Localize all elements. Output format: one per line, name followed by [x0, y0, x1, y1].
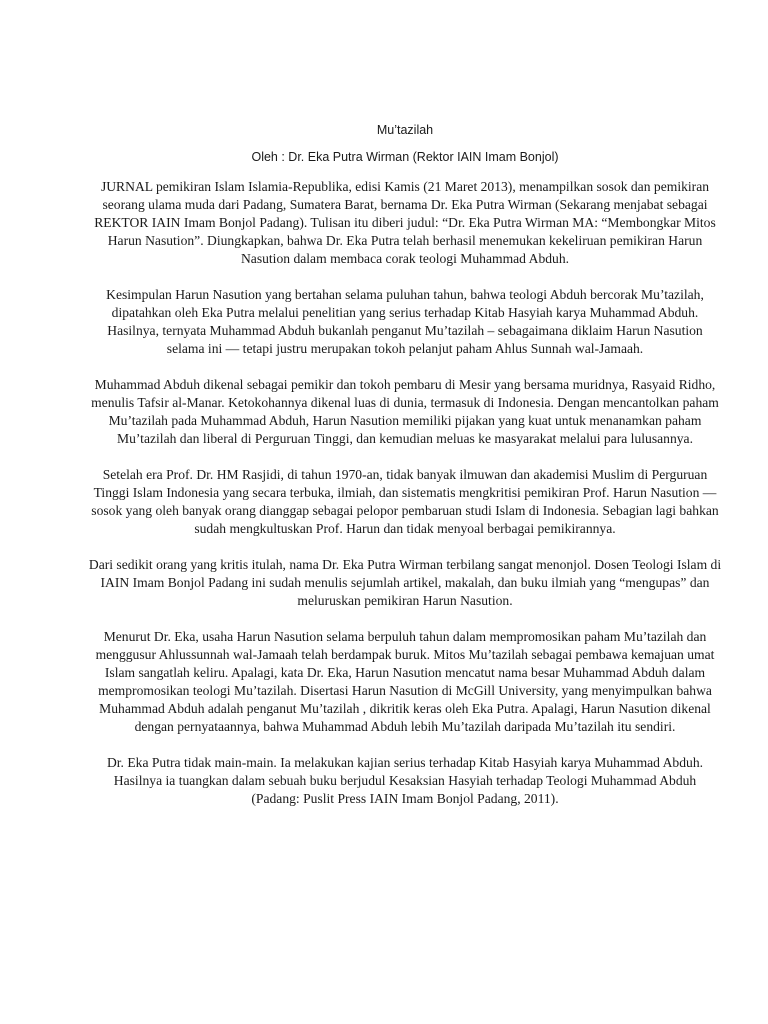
document-title: Mu’tazilah	[376, 123, 434, 137]
document-byline: Oleh : Dr. Eka Putra Wirman (Rektor IAIN Imam Bonjol)	[251, 150, 559, 164]
paragraph-2: Kesimpulan Harun Nasution yang bertahan selama puluhan tahun, bahwa teologi Abduh bercorak Mu’tazilah, dipatahkan oleh Eka Putra melalui penelitian yang serius terhadap Kitab Hasyiah karya Muhammad Abduh. Hasilnya, ternyata Muhammad Abduh bukanlah penganut Mu’tazilah – sebagaimana diklaim Harun Nasution selama ini — tetapi justru merupakan tokoh pelanjut paham Ahlus Sunnah wal-Jamaah.	[106, 287, 704, 356]
document-page	[88, 122, 722, 826]
paragraph-5: Dari sedikit orang yang kritis itulah, nama Dr. Eka Putra Wirman terbilang sangat menonjol. Dosen Teologi Islam di IAIN Imam Bonjol Padang ini sudah menulis sejumlah artikel, makalah, dan buku ilmiah yang “mengupas” dan meluruskan pemikiran Harun Nasution.	[88, 557, 722, 608]
paragraph-4: Setelah era Prof. Dr. HM Rasjidi, di tahun 1970-an, tidak banyak ilmuwan dan akademisi Muslim di Perguruan Tinggi Islam Indonesia yang secara terbuka, ilmiah, dan sistematis mengkritisi pemikiran Prof. Harun Nasution — sosok yang oleh banyak orang dianggap sebagai pelopor pembaruan studi Islam di Indonesia. Sebagian lagi bahkan sudah mengkultuskan Prof. Harun dan tidak menyoal berbagai pemikirannya.	[91, 467, 719, 536]
paragraph-6: Menurut Dr. Eka, usaha Harun Nasution selama berpuluh tahun dalam mempromosikan paham Mu’tazilah dan menggusur Ahlussunnah wal-Jamaah telah berdampak buruk. Mitos Mu’tazilah sebagai pembawa kemajuan umat Islam sangatlah keliru. Apalagi, kata Dr. Eka, Harun Nasution mencatut nama besar Muhammad Abduh dalam mempromosikan teologi Mu’tazilah. Disertasi Harun Nasution di McGill University, yang menyimpulkan bahwa Muhammad Abduh adalah penganut Mu’tazilah , dikritik keras oleh Eka Putra. Apalagi, Harun Nasution dikenal dengan pernyataannya, bahwa Muhammad Abduh lebih Mu’tazilah daripada Mu’tazilah itu sendiri.	[95, 629, 715, 734]
paragraph-1: JURNAL pemikiran Islam Islamia-Republika, edisi Kamis (21 Maret 2013), menampilkan sosok dan pemikiran seorang ulama muda dari Padang, Sumatera Barat, bernama Dr. Eka Putra Wirman (Sekarang menjabat sebagai REKTOR IAIN Imam Bonjol Padang). Tulisan itu diberi judul: “Dr. Eka Putra Wirman MA: “Membongkar Mitos Harun Nasution”. Diungkapkan, bahwa Dr. Eka Putra telah berhasil menemukan kekeliruan pemikiran Harun Nasution dalam membaca corak teologi Muhammad Abduh.	[94, 179, 716, 266]
paragraph-7: Dr. Eka Putra tidak main-main. Ia melakukan kajian serius terhadap Kitab Hasyiah karya Muhammad Abduh. Hasilnya ia tuangkan dalam sebuah buku berjudul Kesaksian Hasyiah terhadap Teologi Muhammad Abduh (Padang: Puslit Press IAIN Imam Bonjol Padang, 2011).	[106, 755, 704, 806]
paragraph-3: Muhammad Abduh dikenal sebagai pemikir dan tokoh pembaru di Mesir yang bersama muridnya, Rasyaid Ridho, menulis Tafsir al-Manar. Ketokohannya dikenal luas di dunia, termasuk di Indonesia. Dengan mencantolkan paham Mu’tazilah pada Muhammad Abduh, Harun Nasution memiliki pijakan yang kuat untuk menanamkan paham Mu’tazilah dan liberal di Perguruan Tinggi, dan kemudian meluas ke masyarakat melalui para lulusannya.	[91, 377, 719, 446]
